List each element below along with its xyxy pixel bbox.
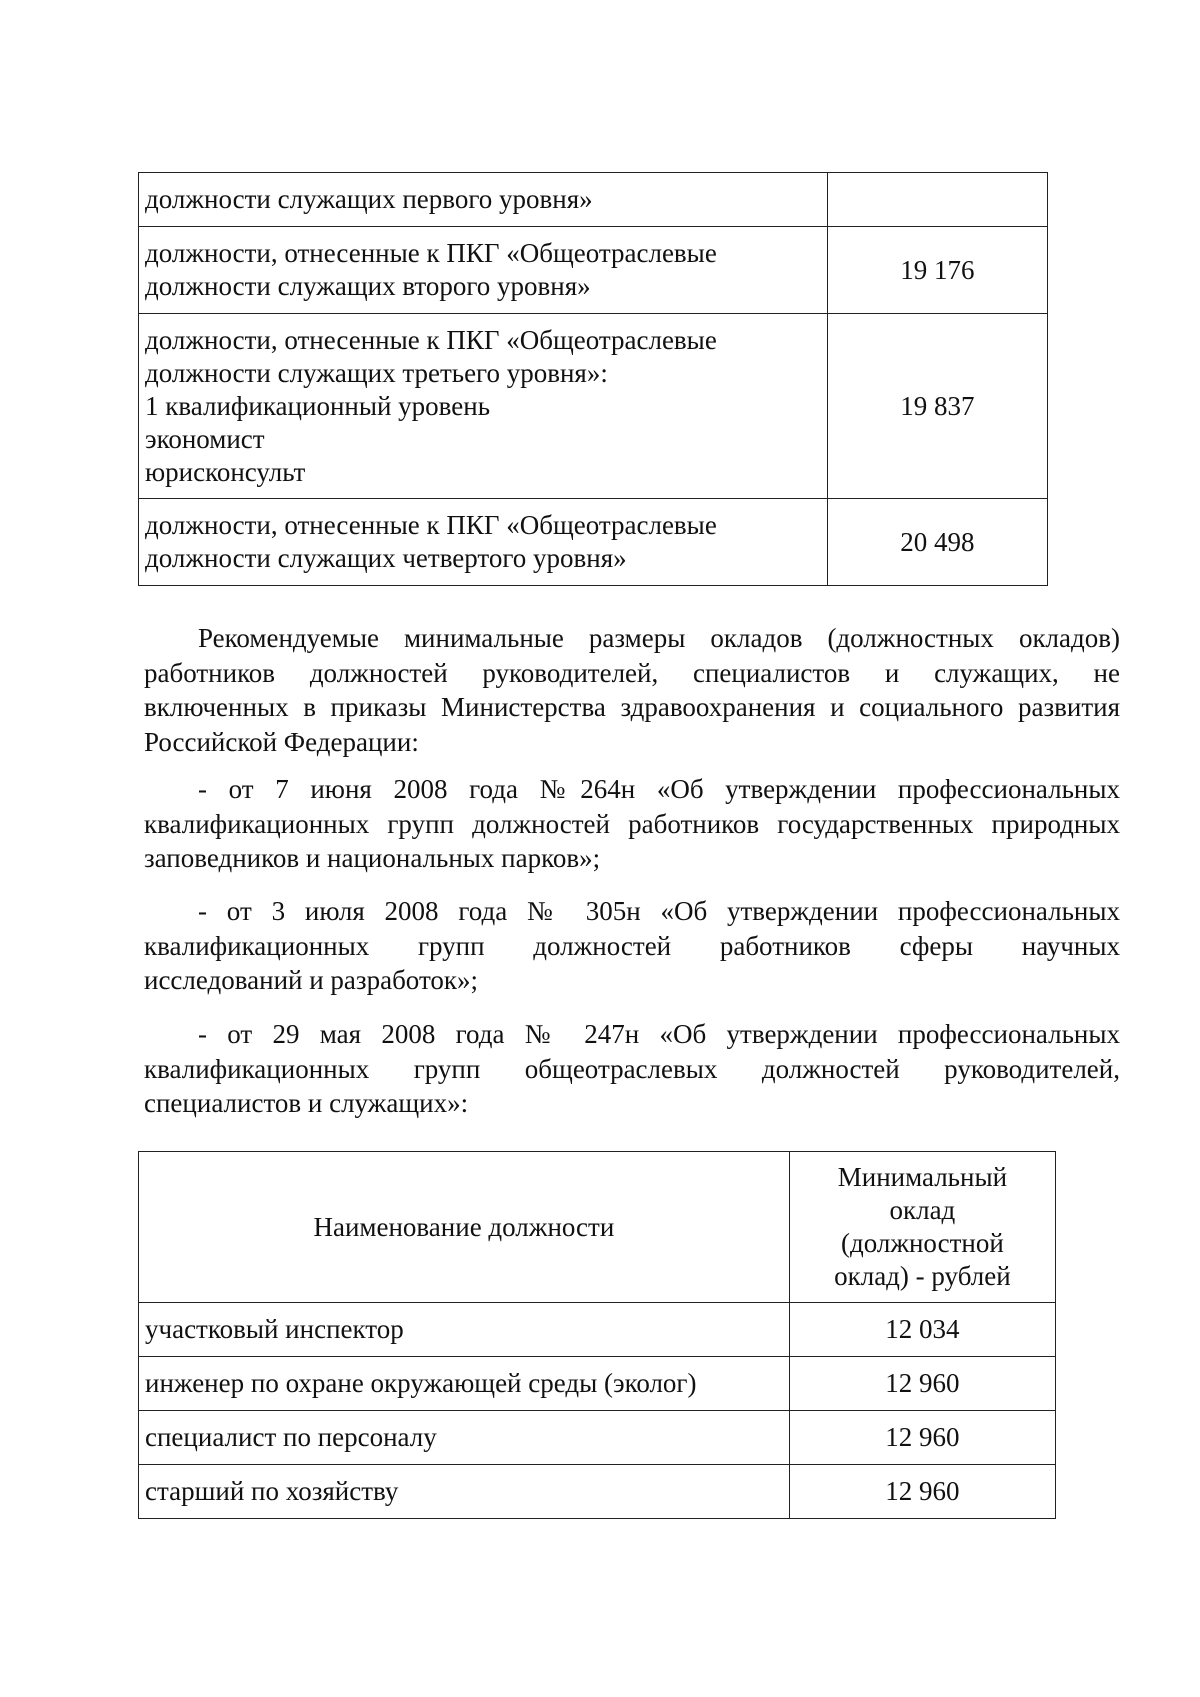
- paragraph-line: специалистов и служащих»:: [144, 1088, 469, 1118]
- salary-cell: 20 498: [827, 499, 1047, 586]
- table-row: [139, 1303, 1056, 1357]
- cell-text-line: экономист: [145, 423, 265, 454]
- table-row: [139, 173, 1048, 227]
- position-cell: старший по хозяйству: [139, 1465, 790, 1519]
- position-cell: специалист по персоналу: [139, 1411, 790, 1465]
- salary-cell: 19 176: [827, 227, 1047, 314]
- salary-cell: 12 034: [789, 1303, 1055, 1357]
- position-cell: [139, 173, 828, 227]
- cell-text-line: должности служащих третьего уровня»:: [145, 357, 608, 388]
- order-264n-item: [144, 772, 1120, 876]
- salary-cell: [827, 173, 1047, 227]
- paragraph-line: квалификационных групп общеотраслевых должностей руководителей,: [144, 1053, 1120, 1084]
- header-text-line: оклад: [889, 1195, 956, 1225]
- paragraph-line: квалификационных групп должностей работников сферы научных: [144, 930, 1120, 961]
- paragraph-line: квалификационных групп должностей работников государственных природных: [144, 808, 1120, 839]
- table-row: [139, 1465, 1056, 1519]
- paragraph-line: Российской Федерации:: [144, 726, 419, 757]
- cell-text-line: должности служащих второго уровня»: [145, 271, 591, 301]
- header-text-line: Минимальный: [837, 1162, 1008, 1192]
- cell-text-line: должности, отнесенные к ПКГ «Общеотраслевые: [145, 510, 717, 540]
- table-row: [139, 1411, 1056, 1465]
- paragraph-line: - от 3 июля 2008 года № 305н «Об утверждении профессиональных: [198, 896, 1120, 926]
- paragraph-line: работников должностей руководителей, специалистов и служащих, не: [144, 657, 1120, 688]
- position-cell: [139, 499, 828, 586]
- position-cell: участковый инспектор: [139, 1303, 790, 1357]
- cell-text-line: 1 квалификационный уровень: [145, 390, 491, 421]
- cell-text-line: должности, отнесенные к ПКГ «Общеотраслевые: [145, 324, 717, 355]
- position-cell: [139, 227, 828, 314]
- position-column-header: Наименование должности: [139, 1152, 790, 1303]
- order-305n-item: [144, 894, 1120, 998]
- table-row: [139, 1357, 1056, 1411]
- table-row: [139, 314, 1048, 499]
- position-cell: инженер по охране окружающей среды (эколог): [139, 1357, 790, 1411]
- table-header-row: [139, 1152, 1056, 1303]
- header-text-line: (должностной: [840, 1228, 1004, 1258]
- paragraph-line: заповедников и национальных парков»;: [144, 843, 601, 873]
- table-row: [139, 499, 1048, 586]
- salary-cell: 12 960: [789, 1357, 1055, 1411]
- order-247n-item: [144, 1017, 1120, 1121]
- cell-text-line: юрисконсульт: [145, 456, 306, 487]
- table-row: [139, 227, 1048, 314]
- position-cell: [139, 314, 828, 499]
- paragraph-line: включенных в приказы Министерства здравоохранения и социального развития: [144, 692, 1120, 722]
- salary-cell: 12 960: [789, 1411, 1055, 1465]
- paragraph-line: исследований и разработок»;: [144, 965, 479, 995]
- header-text-line: оклад) - рублей: [834, 1261, 1011, 1291]
- salary-column-header: [789, 1152, 1055, 1303]
- cell-text-line: должности служащих первого уровня»: [145, 184, 593, 214]
- paragraph-line: - от 29 мая 2008 года № 247н «Об утверждении профессиональных: [198, 1019, 1120, 1049]
- salary-cell: 19 837: [827, 314, 1047, 499]
- paragraph-line: - от 7 июня 2008 года №264н «Об утверждении профессиональных: [198, 774, 1120, 804]
- cell-text-line: должности, отнесенные к ПКГ «Общеотраслевые: [145, 238, 717, 268]
- intro-paragraph: [144, 621, 1120, 759]
- cell-text-line: должности служащих четвертого уровня»: [145, 543, 627, 573]
- salary-table-bottom: [138, 1151, 1056, 1519]
- paragraph-line: Рекомендуемые минимальные размеры окладов (должностных окладов): [198, 623, 1120, 653]
- salary-cell: 12 960: [789, 1465, 1055, 1519]
- salary-table-top: [138, 172, 1048, 586]
